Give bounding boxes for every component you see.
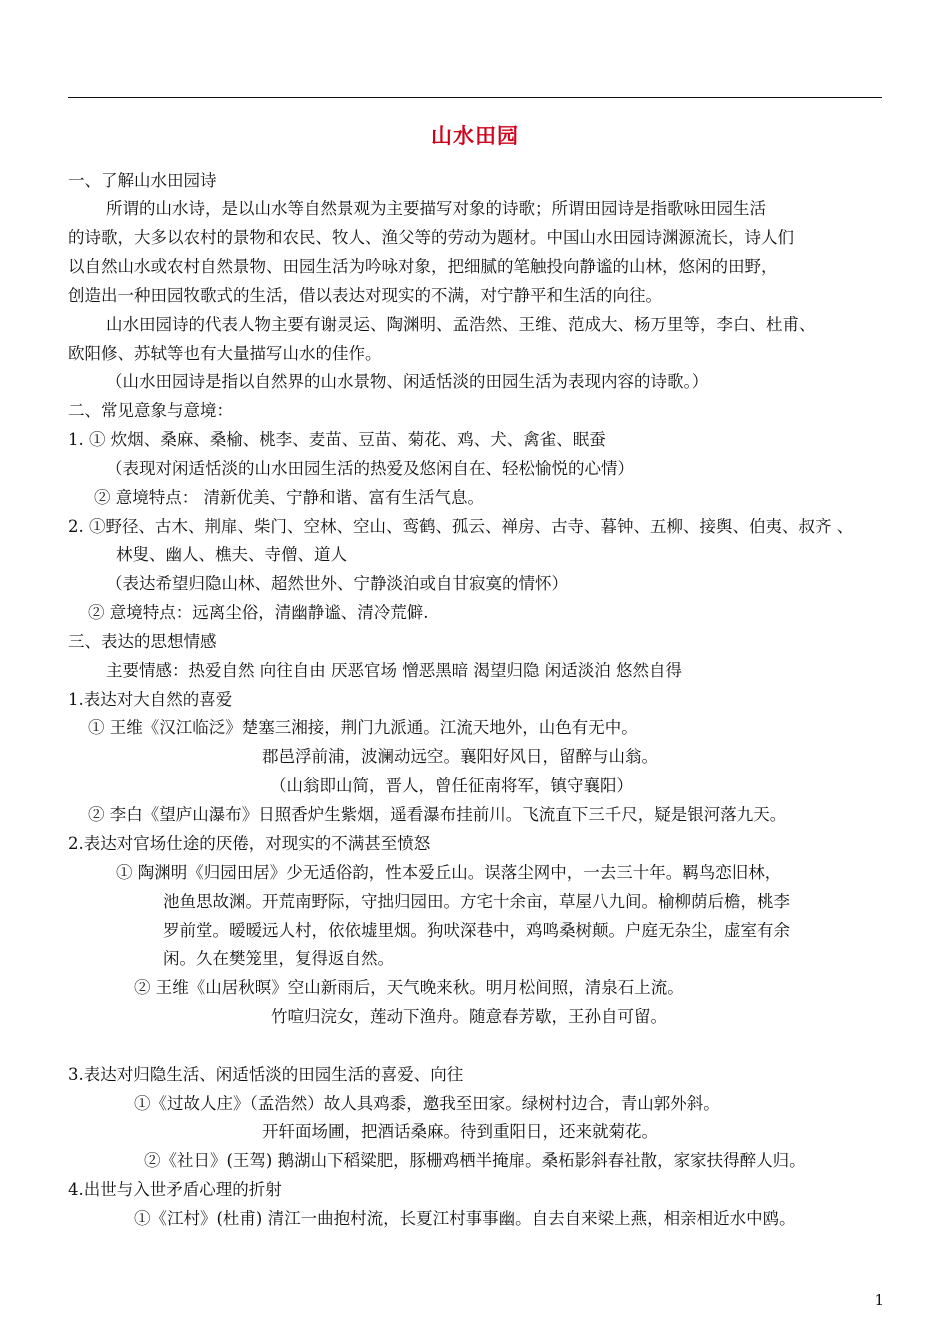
- imagery-list: 2. ①野径、古木、荆扉、柴门、空林、空山、鸾鹤、孤云、禅房、古寺、暮钟、五柳、接舆、伯夷、叔齐 、: [68, 517, 854, 536]
- section-heading-3: 三、表达的思想情感: [68, 632, 217, 651]
- note-line: （表现对闲适恬淡的山水田园生活的热爱及悠闲自在、轻松愉悦的心情）: [106, 459, 634, 478]
- poem-line: 池鱼思故渊。开荒南野际，守拙归园田。方宅十余亩，草屋八九间。榆柳荫后檐，桃李: [163, 892, 790, 911]
- note-line: （表达希望归隐山林、超然世外、宁静淡泊或自甘寂寞的情怀）: [106, 574, 568, 593]
- subheading: 2.表达对官场仕途的厌倦，对现实的不满甚至愤怒: [68, 834, 431, 853]
- poem-line: 开轩面场圃，把酒话桑麻。待到重阳日，还来就菊花。: [262, 1122, 658, 1141]
- note-line: （山水田园诗是指以自然界的山水景物、闲适恬淡的田园生活为表现内容的诗歌。）: [106, 372, 709, 391]
- paragraph-line: 所谓的山水诗，是以山水等自然景观为主要描写对象的诗歌；所谓田园诗是指歌咏田园生活: [106, 199, 766, 218]
- paragraph-line: 欧阳修、苏轼等也有大量描写山水的佳作。: [68, 344, 382, 363]
- subheading: 3.表达对归隐生活、闲适恬淡的田园生活的喜爱、向往: [68, 1065, 464, 1084]
- section-heading-1: 一、了解山水田园诗: [68, 171, 217, 190]
- poem-line: 郡邑浮前浦，波澜动远空。襄阳好风日，留醉与山翁。: [262, 747, 658, 766]
- imagery-list: 林叟、幽人、樵夫、寺僧、道人: [116, 545, 347, 564]
- poem-line: 竹喧归浣女，莲动下渔舟。随意春芳歇，王孙自可留。: [271, 1007, 667, 1026]
- subheading: 4.出世与入世矛盾心理的折射: [68, 1180, 282, 1199]
- mood-line: ② 意境特点： 清新优美、宁静和谐、富有生活气息。: [94, 488, 484, 507]
- poem-line: ①《江村》(杜甫) 清江一曲抱村流，长夏江村事事幽。自去自来梁上燕，相亲相近水中鸥。: [134, 1209, 796, 1228]
- header-rule: [68, 97, 882, 98]
- note-line: （山翁即山简，晋人，曾任征南将军，镇守襄阳）: [270, 776, 633, 795]
- emotion-line: 主要情感：热爱自然 向往自由 厌恶官场 憎恶黑暗 渴望归隐 闲适淡泊 悠然自得: [106, 661, 682, 680]
- paragraph-line: 山水田园诗的代表人物主要有谢灵运、陶渊明、孟浩然、王维、范成大、杨万里等，李白、杜甫、: [106, 315, 816, 334]
- paragraph-line: 以自然山水或农村自然景物、田园生活为吟咏对象，把细腻的笔触投向静谧的山林，悠闲的田野，: [68, 257, 778, 276]
- paragraph-line: 创造出一种田园牧歌式的生活，借以表达对现实的不满，对宁静平和生活的向往。: [68, 286, 662, 305]
- poem-line: 罗前堂。暧暧远人村，依依墟里烟。狗吠深巷中，鸡鸣桑树颠。户庭无杂尘，虚室有余: [163, 921, 790, 940]
- poem-line: 闲。久在樊笼里，复得返自然。: [163, 949, 394, 968]
- poem-line: ① 王维《汉江临泛》楚塞三湘接，荆门九派通。江流天地外，山色有无中。: [88, 718, 638, 737]
- poem-line: ① 陶渊明《归园田居》少无适俗韵，性本爱丘山。误落尘网中，一去三十年。羁鸟恋旧林，: [116, 863, 782, 882]
- poem-line: ② 王维《山居秋暝》空山新雨后，天气晚来秋。明月松间照，清泉石上流。: [134, 978, 684, 997]
- paragraph-line: 的诗歌，大多以农村的景物和农民、牧人、渔父等的劳动为题材。中国山水田园诗渊源流长，诗人们: [68, 228, 794, 247]
- page-number: 1: [874, 1291, 884, 1309]
- section-heading-2: 二、常见意象与意境：: [68, 401, 233, 420]
- poem-line: ①《过故人庄》（孟浩然）故人具鸡黍，邀我至田家。绿树村边合，青山郭外斜。: [134, 1094, 720, 1113]
- poem-line: ② 李白《望庐山瀑布》日照香炉生紫烟，遥看瀑布挂前川。飞流直下三千尺，疑是银河落九天。: [88, 805, 787, 824]
- poem-line: ②《社日》(王驾) 鹅湖山下稻粱肥，豚栅鸡栖半掩扉。桑柘影斜春社散，家家扶得醉人归。: [144, 1151, 806, 1170]
- mood-line: ② 意境特点：远离尘俗，清幽静谧、清冷荒僻.: [88, 603, 429, 622]
- subheading: 1.表达对大自然的喜爱: [68, 690, 233, 709]
- page-title: 山水田园: [431, 124, 519, 148]
- imagery-list: 1. ① 炊烟、桑麻、桑榆、桃李、麦苗、豆苗、菊花、鸡、犬、禽雀、眠蚕: [68, 430, 606, 449]
